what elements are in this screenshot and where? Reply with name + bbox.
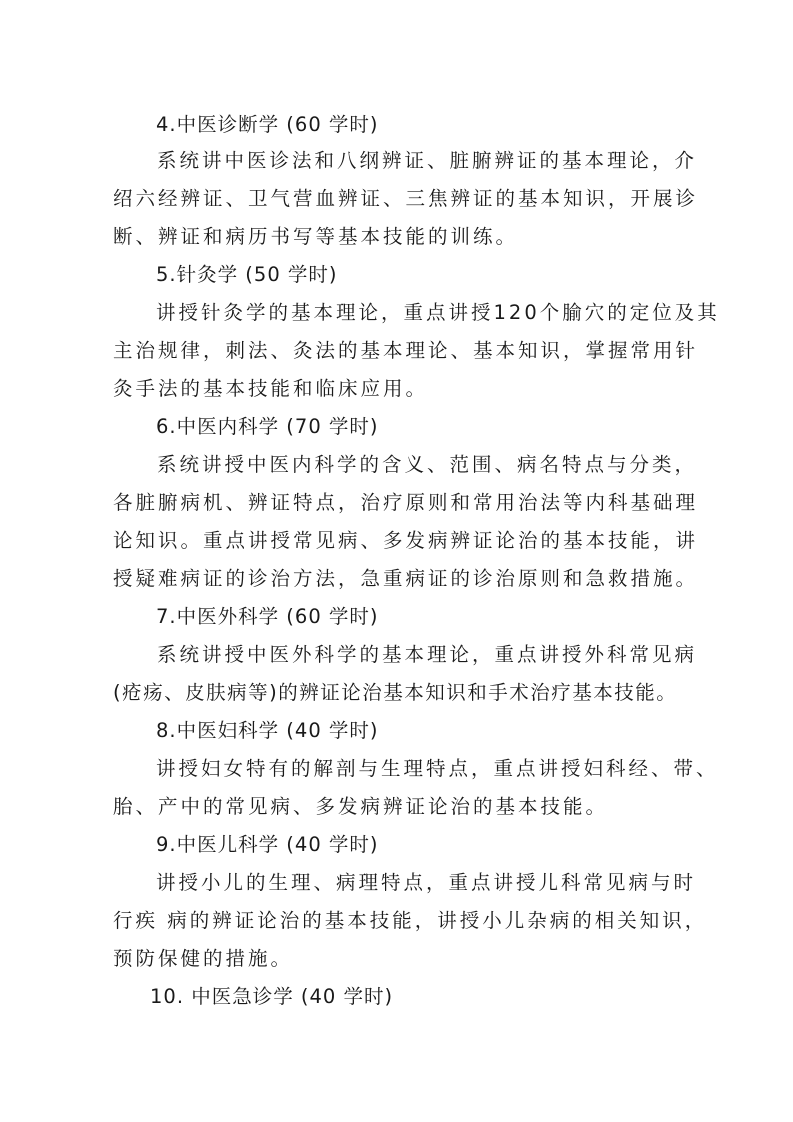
section-heading-acupuncture: 5.针灸学 (50 学时)	[156, 263, 338, 286]
section-heading-gynecology: 8.中医妇科学 (40 学时)	[156, 719, 379, 742]
paragraph-line: (疮疡、皮肤病等)的辨证论治基本知识和手术治疗基本技能。	[113, 681, 678, 704]
paragraph-line: 行疾 病的辨证论治的基本技能，讲授小儿杂病的相关知识，	[113, 909, 708, 932]
paragraph-line: 灸手法的基本技能和临床应用。	[113, 377, 429, 400]
paragraph-line: 绍六经辨证、卫气营血辨证、三焦辨证的基本知识，开展诊	[113, 187, 699, 210]
paragraph-line: 各脏腑病机、辨证特点，治疗原则和常用治法等内科基础理	[113, 491, 699, 514]
paragraph-line: 讲授妇女特有的解剖与生理特点，重点讲授妇科经、带、	[156, 757, 719, 780]
paragraph-line: 胎、产中的常见病、多发病辨证论治的基本技能。	[113, 795, 609, 818]
section-heading-internal-medicine: 6.中医内科学 (70 学时)	[156, 415, 379, 438]
paragraph-line: 讲授针灸学的基本理论，重点讲授120个腧穴的定位及其	[156, 301, 720, 324]
paragraph-line: 断、辨证和病历书写等基本技能的训练。	[113, 225, 519, 248]
paragraph-line: 系统讲中医诊法和八纲辨证、脏腑辨证的基本理论，介	[157, 149, 698, 172]
paragraph-line: 系统讲授中医内科学的含义、范围、病名特点与分类，	[157, 453, 698, 476]
paragraph-line: 讲授小儿的生理、病理特点，重点讲授儿科常见病与时	[156, 871, 697, 894]
paragraph-line: 主治规律，刺法、灸法的基本理论、基本知识，掌握常用针	[113, 339, 699, 362]
section-heading-emergency: 10. 中医急诊学 (40 学时)	[150, 985, 394, 1008]
paragraph-line: 授疑难病证的诊治方法，急重病证的诊治原则和急救措施。	[113, 567, 699, 590]
paragraph-line: 系统讲授中医外科学的基本理论，重点讲授外科常见病	[157, 643, 698, 666]
section-heading-surgery: 7.中医外科学 (60 学时)	[156, 605, 379, 628]
section-heading-pediatrics: 9.中医儿科学 (40 学时)	[156, 833, 379, 856]
section-heading-diagnostics: 4.中医诊断学 (60 学时)	[156, 113, 379, 136]
paragraph-line: 预防保健的措施。	[113, 947, 294, 970]
paragraph-line: 论知识。重点讲授常见病、多发病辨证论治的基本技能，讲	[113, 529, 699, 552]
